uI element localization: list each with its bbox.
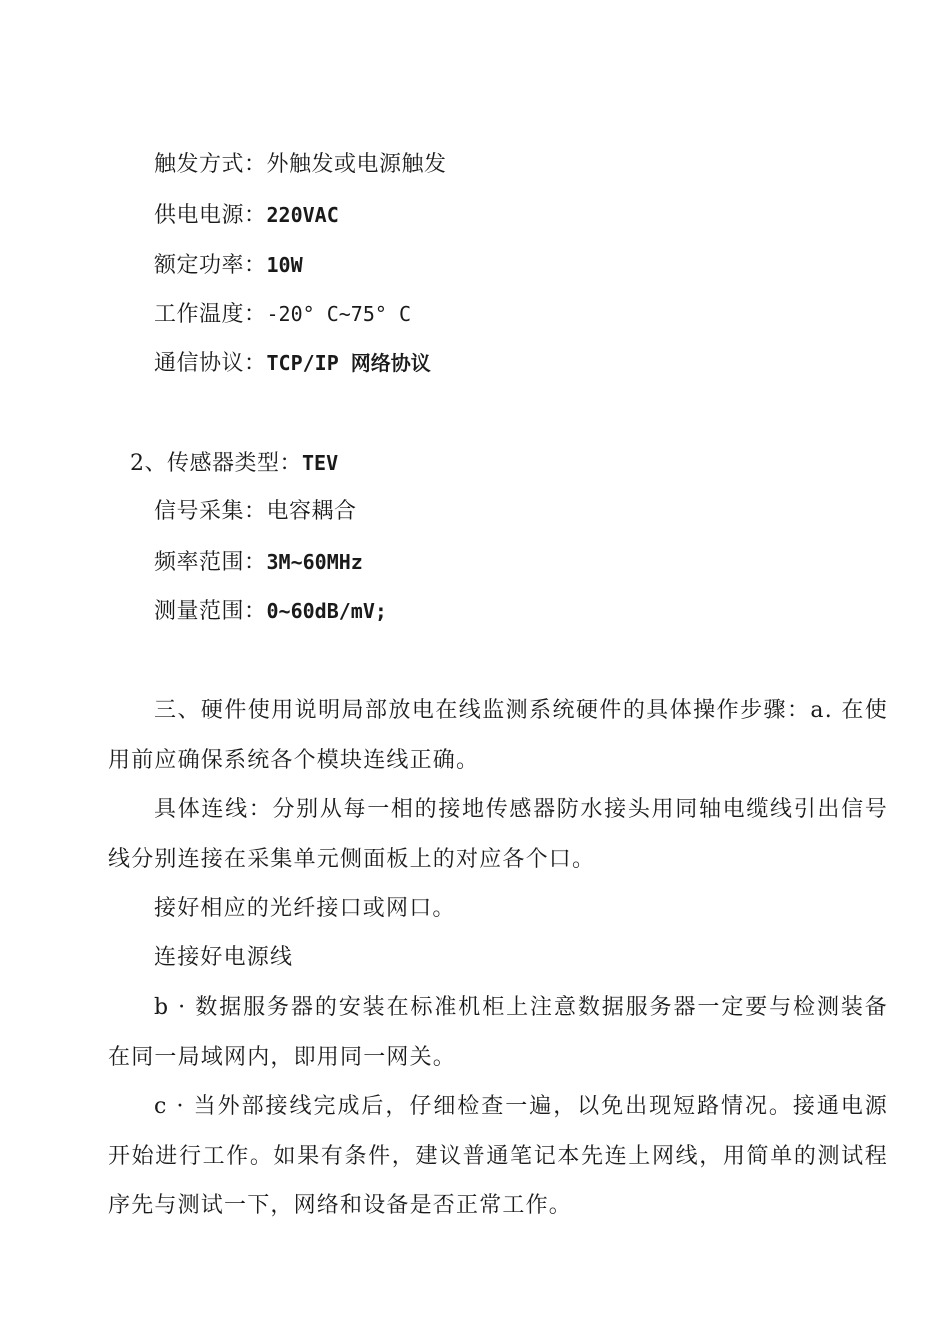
section3-paragraph-intro: 三、硬件使用说明局部放电在线监测系统硬件的具体操作步骤：a. 在使用前应确保系统各个模块连线正确。 — [108, 698, 888, 773]
spec-measurement-range — [154, 596, 387, 627]
spec-label: 测量范围： — [154, 599, 267, 624]
section3-paragraph-power: 连接好电源线 — [154, 945, 294, 970]
spec-operating-temperature — [154, 299, 411, 330]
spec-value: 3M~60MHz — [266, 550, 363, 574]
spec-trigger-mode — [154, 150, 447, 180]
spec-label: 供电电源： — [154, 203, 267, 228]
spec-value: 电容耦合 — [266, 499, 357, 524]
spec-value: 0~60dB/mV; — [266, 599, 387, 623]
section3-paragraph-wiring: 具体连线：分别从每一相的接地传感器防水接头用同轴电缆线引出信号线分别连接在采集单元侧面板上的对应各个口。 — [108, 797, 888, 872]
section3-paragraph-fiber: 接好相应的光纤接口或网口。 — [154, 896, 456, 921]
spec-signal-acquisition — [154, 497, 357, 527]
spec-frequency-range — [154, 547, 363, 578]
spec-value: TCP/IP 网络协议 — [266, 351, 431, 375]
spec-label: 触发方式： — [154, 152, 267, 177]
sensor-type-heading — [130, 448, 338, 479]
spec-label: 工作温度： — [154, 302, 267, 327]
spec-value: 220VAC — [266, 203, 339, 227]
spec-value: 10W — [266, 253, 303, 277]
section3-paragraph-check: c · 当外部接线完成后，仔细检查一遍，以免出现短路情况。接通电源开始进行工作。如果有条件，建议普通笔记本先连上网线，用简单的测试程序先与测试一下，网络和设备是否正常工作。 — [108, 1094, 888, 1218]
spec-power-supply — [154, 200, 339, 231]
heading-value: TEV — [302, 451, 339, 475]
spec-label: 通信协议： — [154, 351, 267, 376]
spec-value: 外触发或电源触发 — [266, 152, 447, 177]
spec-label: 频率范围： — [154, 550, 267, 575]
spec-label: 信号采集： — [154, 499, 267, 524]
heading-label: 2、传感器类型： — [130, 451, 302, 476]
spec-label: 额定功率： — [154, 253, 267, 278]
spec-value: -20° C~75° C — [266, 302, 412, 326]
spec-rated-power — [154, 250, 303, 281]
spec-communication-protocol — [154, 348, 431, 379]
section3-paragraph-server: b · 数据服务器的安装在标准机柜上注意数据服务器一定要与检测装备在同一局域网内，即用同一网关。 — [108, 995, 888, 1070]
